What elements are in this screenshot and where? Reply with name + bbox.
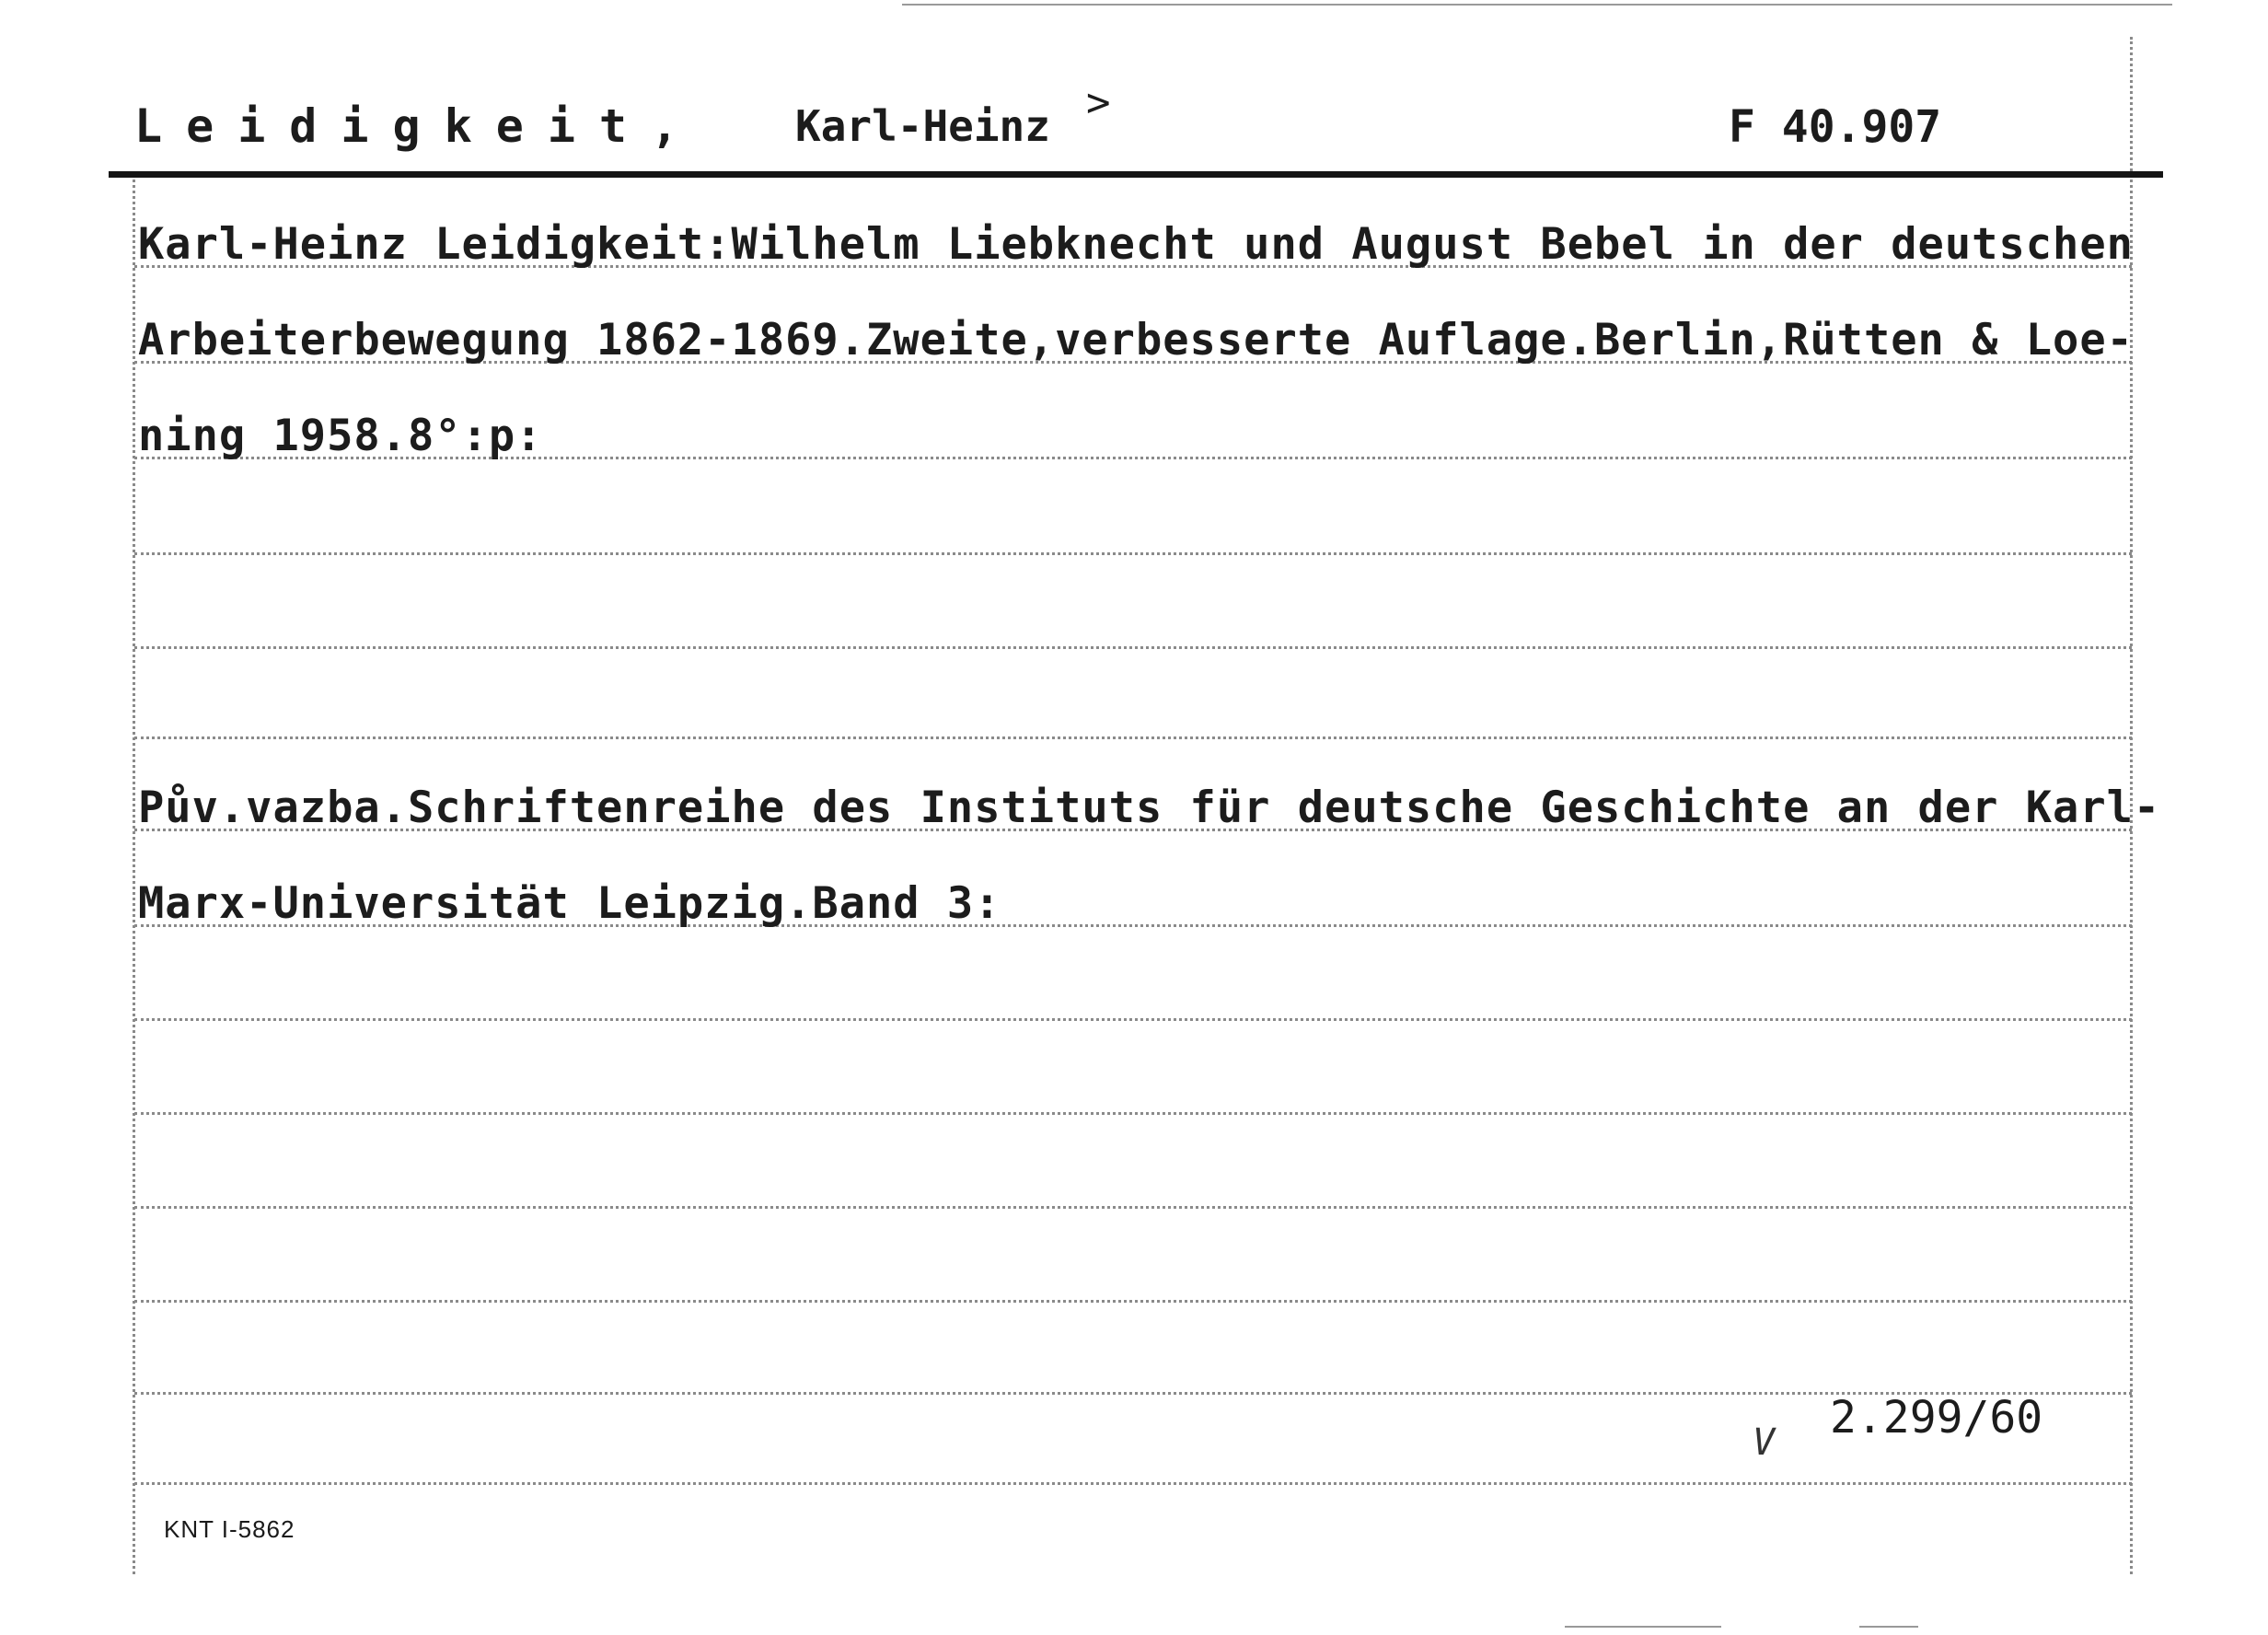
bottom-edge-mark: [1859, 1626, 1918, 1628]
top-edge-line: [902, 4, 2172, 6]
heading-given-name: Karl-Heinz: [795, 101, 1050, 151]
description-line-2: Arbeiterbewegung 1862-1869.Zweite,verbesserte Auflage.Berlin,Rütten & Loe-: [138, 315, 2134, 365]
form-code: KNT I-5862: [164, 1515, 295, 1543]
heading-surname: Leidigkeit,: [134, 99, 703, 153]
shelf-mark: F 40.907: [1729, 101, 1942, 153]
description-line-1: Karl-Heinz Leidigkeit:Wilhelm Liebknecht und August Bebel in der deutschen: [138, 219, 2134, 270]
ruled-line: [134, 1300, 2132, 1303]
note-line-2: Marx-Universität Leipzig.Band 3:: [138, 878, 1001, 929]
ruled-line: [134, 736, 2132, 739]
ruled-line: [134, 646, 2132, 649]
heading-correction-mark: >: [1086, 79, 1111, 126]
note-line-1: Pův.vazba.Schriftenreihe des Instituts für deutsche Geschichte an der Karl-: [138, 783, 2161, 833]
accession-number: 2.299/60: [1830, 1392, 2043, 1444]
ruled-line: [134, 1112, 2132, 1115]
left-margin-line: [133, 175, 135, 1574]
bottom-edge-mark: [1565, 1626, 1721, 1628]
ruled-line: [134, 552, 2132, 555]
description-line-3: ning 1958.8°:p:: [138, 411, 543, 461]
check-mark: V: [1753, 1421, 1776, 1464]
ruled-line: [134, 1482, 2132, 1485]
heading-rule: [109, 171, 2163, 178]
ruled-line: [134, 1018, 2132, 1021]
ruled-line: [134, 1206, 2132, 1209]
